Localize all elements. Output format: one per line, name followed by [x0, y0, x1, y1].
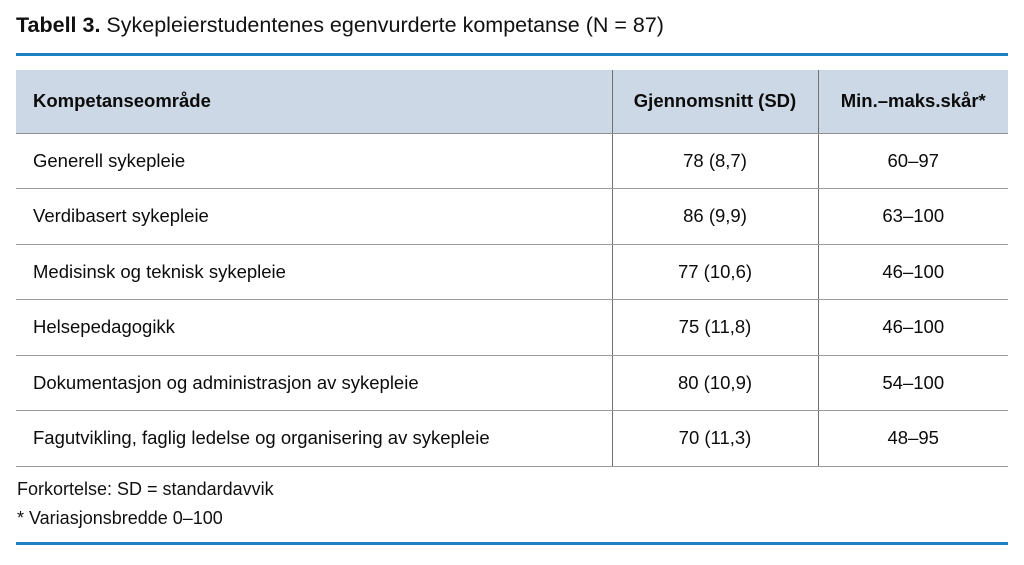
top-rule	[16, 53, 1008, 56]
table-row	[16, 355, 1008, 411]
table-row	[16, 244, 1008, 300]
footnote-range: * Variasjonsbredde 0–100	[17, 508, 223, 528]
cell-mean-sd: 77 (10,6)	[612, 244, 818, 300]
bottom-rule	[16, 542, 1008, 545]
cell-min-max: 46–100	[818, 244, 1008, 300]
table-row	[16, 133, 1008, 189]
cell-mean-sd: 86 (9,9)	[612, 189, 818, 245]
cell-competence-area: Verdibasert sykepleie	[16, 189, 612, 245]
table-header	[16, 70, 1008, 133]
table-header-row	[16, 70, 1008, 133]
column-header-mean-sd: Gjennomsnitt (SD)	[612, 70, 818, 133]
table-row	[16, 411, 1008, 467]
cell-mean-sd: 80 (10,9)	[612, 355, 818, 411]
cell-competence-area: Fagutvikling, faglig ledelse og organisering av sykepleie	[16, 411, 612, 467]
table-body	[16, 133, 1008, 466]
cell-min-max: 63–100	[818, 189, 1008, 245]
cell-mean-sd: 78 (8,7)	[612, 133, 818, 189]
table-caption-label: Tabell 3.	[16, 13, 101, 37]
table-footnotes	[17, 475, 992, 533]
cell-competence-area: Dokumentasjon og administrasjon av sykepleie	[16, 355, 612, 411]
cell-min-max: 60–97	[818, 133, 1008, 189]
competence-table	[16, 70, 1008, 467]
cell-mean-sd: 70 (11,3)	[612, 411, 818, 467]
column-header-competence-area: Kompetanseområde	[16, 70, 612, 133]
table-row	[16, 300, 1008, 356]
competence-table-wrapper	[16, 70, 1008, 467]
table-row	[16, 189, 1008, 245]
table-caption-text: Sykepleierstudentenes egenvurderte kompetanse (N = 87)	[100, 13, 664, 37]
cell-min-max: 54–100	[818, 355, 1008, 411]
cell-competence-area: Medisinsk og teknisk sykepleie	[16, 244, 612, 300]
cell-competence-area: Helsepedagogikk	[16, 300, 612, 356]
cell-mean-sd: 75 (11,8)	[612, 300, 818, 356]
footnote-abbreviation: Forkortelse: SD = standardavvik	[17, 479, 274, 499]
column-header-min-max-score: Min.–maks.skår*	[818, 70, 1008, 133]
cell-min-max: 48–95	[818, 411, 1008, 467]
table-caption	[16, 12, 1008, 38]
cell-min-max: 46–100	[818, 300, 1008, 356]
cell-competence-area: Generell sykepleie	[16, 133, 612, 189]
